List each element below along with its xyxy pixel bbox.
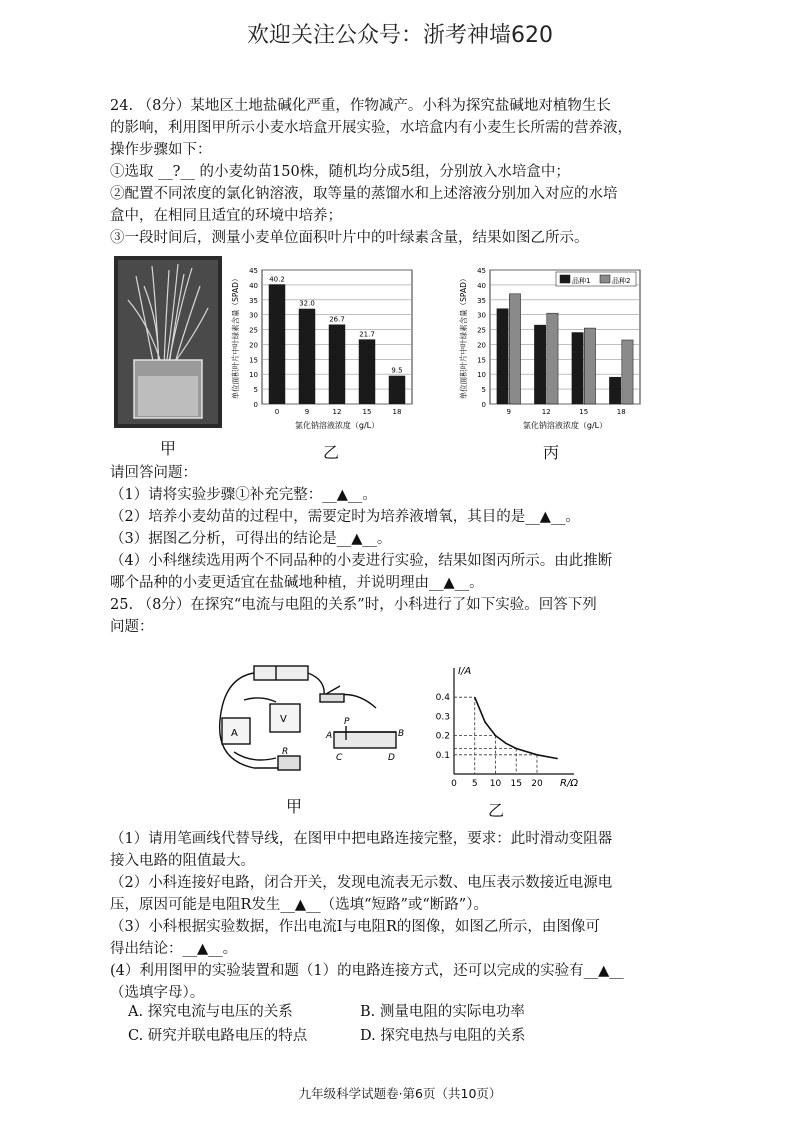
y-tick-label: 40	[249, 281, 258, 290]
y-axis-label: 单位面积叶片中叶绿素含量（SPAD）	[459, 274, 468, 400]
bar	[329, 324, 346, 404]
page-footer: 九年级科学试题卷·第6页（共10页）	[298, 1086, 502, 1101]
bar	[509, 294, 520, 404]
q24-line: ②配置不同浓度的氯化钠溶液，取等量的蒸馏水和上述溶液分别加入对应的水培	[110, 186, 618, 202]
q24-part: （2）培养小麦幼苗的过程中，需要定时为培养液增氧，其目的是__▲__。	[110, 509, 580, 525]
y-tick-label: 15	[477, 356, 486, 365]
resistor-icon	[278, 756, 300, 770]
x-tick-label: 12	[332, 408, 342, 416]
fig-label-yi-25: 乙	[488, 801, 505, 820]
question-25-stem	[110, 594, 690, 638]
bar	[497, 309, 508, 404]
legend-swatch	[600, 275, 610, 283]
data-label: 40.2	[269, 275, 285, 284]
terminal-b-label: B	[398, 729, 405, 739]
bar	[534, 325, 545, 404]
chart-yi-svg	[228, 256, 428, 440]
ammeter-label: A	[231, 728, 238, 739]
q24-part: （3）据图乙分析，可得出的结论是__▲__。	[110, 531, 392, 547]
y-tick-label: 25	[249, 326, 258, 335]
data-label: 32.0	[299, 299, 315, 308]
fig-label-bing: 丙	[543, 443, 560, 462]
chart-bing	[456, 256, 656, 444]
y-axis-label: I/A	[458, 666, 472, 677]
q25-part: 压，原因可能是电阻R发生__▲__（选填“短路”或“断路”）。	[110, 897, 488, 913]
x-tick-label: 0	[274, 408, 280, 416]
q24-part: （1）请将实验步骤①补充完整：__▲__。	[110, 487, 377, 503]
q24-line: 盒中，在相同且适宜的环境中培养；	[110, 208, 342, 224]
x-tick-label: 20	[531, 779, 543, 789]
q24-line: 24. （8分）某地区土地盐碱化严重，作物减产。小科为探究盐碱地对植物生长	[110, 98, 611, 114]
y-tick-label: 45	[249, 267, 258, 275]
switch-icon	[320, 694, 344, 702]
y-tick-label: 10	[249, 371, 258, 380]
y-tick-label: 35	[249, 296, 258, 305]
legend-label: 品种1	[572, 277, 591, 285]
q24-line: ①选取 __?__ 的小麦幼苗150株，随机均分成5组，分别放入水培盒中；	[110, 164, 570, 180]
chart-ir-svg	[420, 660, 580, 800]
slider-p-label: P	[344, 717, 350, 727]
bar	[584, 328, 595, 404]
y-tick-label: 0.4	[435, 693, 450, 704]
voltmeter-label: V	[280, 714, 287, 725]
wheat-photo	[114, 256, 222, 428]
bar	[299, 309, 316, 404]
legend-swatch	[560, 275, 570, 283]
q25-options	[128, 1000, 688, 1048]
y-tick-label: 0.3	[435, 712, 450, 723]
terminal-d-label: D	[388, 753, 395, 763]
y-axis-label: 单位面积叶片中叶绿素含量（SPAD）	[231, 274, 240, 400]
q24-part: 请回答问题：	[110, 465, 197, 481]
x-tick-label: 10	[489, 779, 502, 789]
x-tick-label: 18	[392, 408, 402, 416]
terminal-c-label: C	[336, 753, 343, 763]
y-tick-label: 0.1	[435, 750, 450, 761]
q25-part: 接入电路的阻值最大。	[110, 853, 255, 869]
q25-part: （选填字母）。	[110, 985, 205, 1001]
data-label: 26.7	[329, 315, 345, 324]
x-tick-label: 18	[616, 408, 626, 416]
chart-yi	[228, 256, 428, 444]
bar	[609, 377, 620, 404]
bar	[359, 339, 376, 404]
y-tick-label: 10	[477, 371, 486, 380]
battery-icon	[254, 666, 308, 680]
question-24-stem	[110, 95, 690, 249]
wheat-photo-illustration	[114, 256, 222, 428]
x-tick-label: 9	[506, 408, 511, 416]
y-tick-label: 15	[249, 356, 258, 365]
bar	[622, 340, 633, 404]
x-tick-label: 0	[451, 779, 457, 789]
x-axis-label: 氯化钠溶液浓度（g/L）	[294, 421, 380, 430]
fig-label-jia-25: 甲	[286, 797, 303, 816]
y-tick-label: 0	[481, 401, 486, 409]
circuit-diagram	[206, 660, 416, 788]
x-tick-label: 9	[304, 408, 310, 416]
data-label: 21.7	[359, 330, 375, 339]
bar	[269, 284, 286, 404]
y-tick-label: 30	[249, 311, 258, 320]
q25-part: （3）小科根据实验数据，作出电流I与电阻R的图像，如图乙所示，由图像可	[110, 919, 600, 935]
y-tick-label: 35	[477, 296, 486, 305]
q24-line: 的影响，利用图甲所示小麦水培盒开展实验，水培盒内有小麦生长所需的营养液，	[110, 120, 632, 136]
question-25-parts	[110, 828, 690, 1004]
legend-label: 品种2	[612, 277, 631, 285]
q25-line: 25. （8分）在探究“电流与电阻的关系”时，小科进行了如下实验。回答下列	[110, 597, 597, 613]
fig-label-yi: 乙	[323, 443, 340, 462]
y-tick-label: 5	[253, 386, 258, 395]
bar	[389, 376, 406, 404]
fig-label-jia: 甲	[160, 439, 177, 458]
chart-ir	[420, 660, 580, 804]
bar	[572, 333, 583, 404]
y-tick-label: 0	[253, 401, 258, 409]
y-tick-label: 40	[477, 281, 486, 290]
x-axis-label: R/Ω	[560, 778, 578, 789]
terminal-a-label: A	[326, 731, 333, 741]
q24-line: 操作步骤如下：	[110, 142, 212, 158]
y-tick-label: 20	[477, 341, 486, 350]
y-tick-label: 0.2	[435, 731, 450, 742]
q24-part: （4）小科继续选用两个不同品种的小麦进行实验，结果如图丙所示。由此推断	[110, 553, 613, 569]
x-tick-label: 5	[471, 779, 478, 789]
option-d: D. 探究电热与电阻的关系	[360, 1028, 526, 1044]
option-c: C. 研究并联电路电压的特点	[128, 1028, 308, 1044]
data-label: 9.5	[391, 366, 403, 375]
q25-part: (4）利用图甲的实验装置和题（1）的电路连接方式，还可以完成的实验有__▲__	[110, 963, 624, 979]
q25-part: 得出结论：__▲__。	[110, 941, 238, 957]
x-tick-label: 15	[579, 408, 589, 416]
y-tick-label: 45	[477, 267, 486, 275]
x-tick-label: 15	[510, 779, 522, 789]
option-a: A. 探究电流与电压的关系	[128, 1004, 293, 1020]
x-tick-label: 12	[541, 408, 551, 416]
q24-part: 哪个品种的小麦更适宜在盐碱地种植，并说明理由__▲__。	[110, 575, 484, 591]
option-b: B. 测量电阻的实际电功率	[360, 1004, 525, 1020]
resistor-label: R	[282, 747, 289, 757]
bar	[547, 313, 558, 404]
y-tick-label: 5	[481, 386, 486, 395]
x-tick-label: 15	[362, 408, 372, 416]
rheostat-icon	[334, 732, 396, 748]
chart-bing-svg	[456, 256, 656, 440]
y-tick-label: 25	[477, 326, 486, 335]
q25-part: （1）请用笔画线代替导线，在图甲中把电路连接完整，要求：此时滑动变阻器	[110, 831, 613, 847]
header-watermark: 欢迎关注公众号：浙考神墙620	[247, 23, 553, 48]
circuit-svg	[206, 660, 416, 784]
y-tick-label: 20	[249, 341, 258, 350]
q25-part: （2）小科连接好电路，闭合开关，发现电流表无示数、电压表示数接近电源电	[110, 875, 613, 891]
x-axis-label: 氯化钠溶液浓度（g/L）	[522, 421, 608, 430]
q24-line: ③一段时间后，测量小麦单位面积叶片中的叶绿素含量，结果如图乙所示。	[110, 230, 589, 246]
question-24-parts	[110, 462, 690, 594]
y-tick-label: 30	[477, 311, 486, 320]
q25-line: 问题：	[110, 619, 154, 635]
